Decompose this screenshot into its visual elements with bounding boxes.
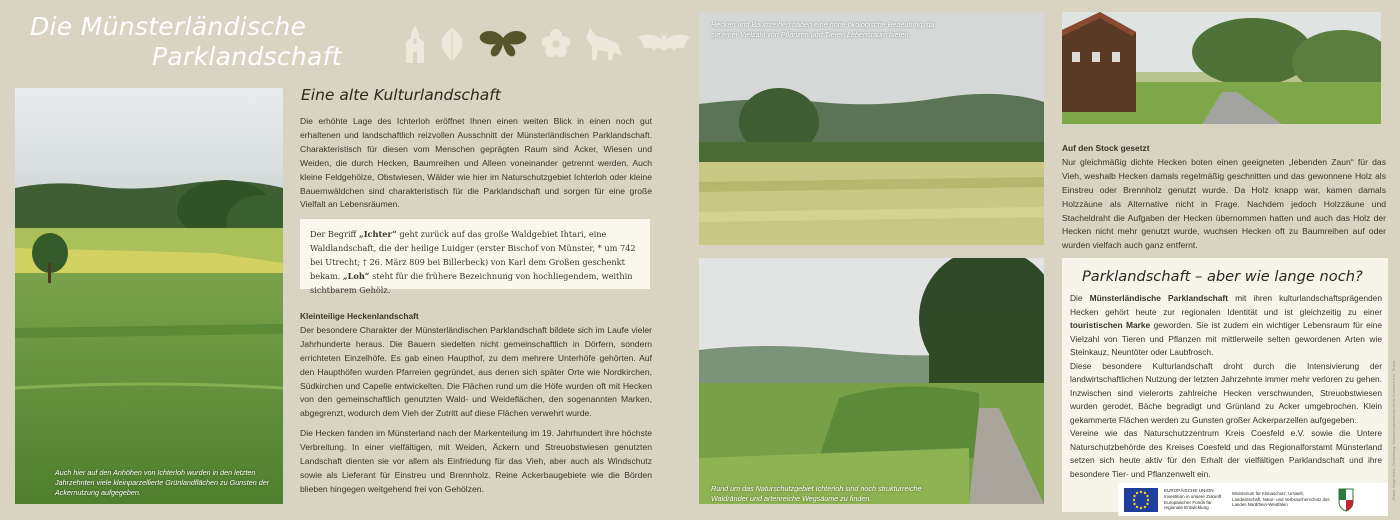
- infobox-text-pre: Der Begriff: [310, 229, 359, 239]
- side-credit: Fotos: Birgit Kürtz, Gestaltung: Naturschutzzentrum Kreis Coesfeld e.V., Druck: ...: [1391, 355, 1396, 500]
- photo-farmhouse: [1062, 12, 1381, 124]
- photo-caption-hedges: Hecken und Baumreihen haben eine hohe ökologische Bedeutung, da sie einer Vielzahl von Pflanzen und Tieren Lebensraum bieten.: [711, 20, 935, 39]
- infobox-term-loh: „Loh“: [342, 271, 370, 281]
- eu-flag-icon: [1124, 488, 1158, 512]
- section-text-parklandschaft-2: Diese besondere Kulturlandschaft droht durch die Intensivierung der landwirtschaftlichen Nutzung der letzten Jahrzehnte immer mehr verloren zu gehen. Inzwischen sind vielerorts zahlreiche Hecken verschwunden, Streuobstwiesen wurden gerodet, Bäche begradigt und Grünland zu Acker umgebrochen. Klein gekammerte Flächen werden zu Gunsten großer Ackerparzellen aufgegeben.: [1070, 360, 1382, 425]
- section-text-stock: Nur gleichmäßig dichte Hecken boten einen geeigneten „lebenden Zaun“ für das Vieh, weshalb Hecken damals regelmäßig geschnitten und das gewonnene Holz als Einstreu oder Brennholz genutzt wurde. Da Holz knapp war, kamen damals Holzzäune als Alternative nicht in Frage. Nachdem jedoch Holzzäune und Stacheldraht die Aufgaben der Hecken übernommen hatten und auch das Holz der Hecken nicht mehr genutzt wurde, wuchsen Hecken oft zu Baumreihen auf oder wurden vielfach auch ganz entfernt.: [1062, 156, 1386, 251]
- nrw-ministry-text: Ministerium für Klimaschutz, Umwelt, Landwirtschaft, Natur- und Verbraucherschutz des Landes Nordrhein-Westfalen: [1232, 491, 1330, 508]
- section-heading-stock: Auf den Stock gesetzt: [1062, 143, 1150, 153]
- section-text-kulturlandschaft: Die erhöhte Lage des Ichterloh eröffnet Ihnen einen weiten Blick in einen noch gut erhaltenen und landschaftlich reizvollen Ausschnitt der Münsterländischen Parklandschaft. Charakteristisch für diesen vom Menschen geprägten Raum sind Äcker, Wiesen und Weiden, die durch Hecken, Baumreihen und Alleen voneinander getrennt werden. Auch kleine Feldgehölze, Obstwiesen, Wälder wie hier im Naturschutzgebiet Ichterloh oder kleine Bauernwäldchen sind charakteristisch für die Parklandschaft und sorgen für eine große Vielfalt an Lebensräumen.: [300, 116, 652, 210]
- info-box-ichterloh: [300, 219, 650, 295]
- section-heading-kulturlandschaft: Eine alte Kulturlandschaft: [301, 86, 501, 104]
- nrw-coat-of-arms-icon: [1338, 488, 1354, 512]
- section-parklandschaft: [1070, 292, 1382, 481]
- text-bold-parklandschaft: Münsterländische Parklandschaft: [1089, 293, 1229, 303]
- section-text-parklandschaft-1: [1070, 292, 1382, 360]
- section-heading-heckenlandschaft: Kleinteilige Heckenlandschaft: [300, 311, 419, 321]
- bat-icon: [636, 29, 692, 59]
- title-line-2: Parklandschaft: [152, 42, 342, 71]
- icon-strip: [404, 24, 692, 64]
- butterfly-icon: [478, 28, 528, 60]
- church-icon: [404, 24, 426, 64]
- text-fragment: Die: [1070, 293, 1090, 303]
- photo-caption-path: Rund um das Naturschutzgebiet Ichterloh sind noch strukturreiche Waldränder und artenreiche Wegsäume zu finden.: [711, 484, 922, 503]
- section-text-parklandschaft-3: Vereine wie das Naturschutzzentrum Kreis Coesfeld e.V. sowie die Untere Naturschutzbehörde des Kreises Coesfeld und das Regionalforstamt Münsterland setzen sich heute aktiv für den Erhalt der vielfältigen Parklandschaft und ihre besondere Tier- und Pflanzenwelt ein.: [1070, 428, 1382, 479]
- photo-landscape-left: [15, 88, 283, 504]
- infobox-text-mid: geht zurück auf das große Waldgebiet Ihtari, eine Waldlandschaft, die der heilige Luidger (erster Bischof von Münster, * um 742 bei Utrecht; † 26. März 809 bei Billerbeck) von Karl dem Großen geschenkt bekam.: [310, 229, 636, 281]
- section-heckenlandschaft: [300, 310, 652, 497]
- sponsor-logos: [1118, 483, 1388, 516]
- photo-hedges-field: [699, 12, 1044, 245]
- text-bold-touristische-marke: touristischen Marke: [1070, 320, 1151, 330]
- leaf-icon: [438, 26, 466, 62]
- section-stock: [1062, 142, 1386, 253]
- title-line-1: Die Münsterländische: [30, 12, 307, 41]
- fox-icon: [584, 26, 624, 62]
- section-heading-parklandschaft: Parklandschaft – aber wie lange noch?: [1082, 268, 1363, 285]
- photo-field-path: [699, 258, 1044, 504]
- eu-logo-text: EUROPÄISCHE UNION Investition in unsere Zukunft Europäischer Fonds für regionale Entwicklung: [1164, 488, 1222, 511]
- photo-caption-left: Auch hier auf den Anhöhen von Ichterloh wurden in den letzten Jahrzehnten viele kleinparzellierte Grünlandflächen zu Gunsten der Ackernutzung aufgegeben.: [55, 468, 270, 497]
- text-fragment: geworden. Sie ist zudem ein wichtiger Lebensraum für eine Vielzahl von Tieren und Pflanzen mit mittlerweile selten gewordenen Arten wie Steinkauz, Neuntöter oder Laubfrosch.: [1070, 320, 1382, 357]
- infobox-text-post: steht für die frühere Bezeichnung von hochliegendem, weithin sichtbarem Gehölz.: [310, 271, 633, 295]
- section-text-heckenlandschaft-2: Die Hecken fanden im Münsterland nach der Markenteilung im 19. Jahrhundert ihre höchste Verbreitung. In einer vielfältigen, mit Weiden, Äckern und Streuobstwiesen genutzten Landschaft dienten sie vor allem als Einfriedung für das Vieh, aber auch als Windschutz sowie als Lieferant für Einstreu und Brennholz. Reine Ackerbaugebiete wie die Börden blieben hingegen weitgehend frei von Gehölzen.: [300, 428, 652, 494]
- infobox-term-ichter: „Ichter“: [358, 229, 397, 239]
- page-title: [30, 12, 342, 72]
- text-fragment: mit ihren kulturlandschaftsprägenden Hecken gehört heute zur regionalen Identität und ist gleichzeitig zu einer: [1070, 293, 1382, 317]
- flower-icon: [540, 27, 572, 61]
- section-text-heckenlandschaft-1: Der besondere Charakter der Münsterländischen Parklandschaft bildete sich im Laufe vieler Jahrhunderte heraus. Die Bauern siedelten nicht gemeinschaftlich in Dörfern, sondern errichteten Einzelhöfe. Es gab einen Haupthof, zu dem mehrere Unterhöfe gehörten. Auf den Haupthöfen wurden Pfarreien gegründet, aus denen sich später Orte wie Nordkirchen, Südkirchen und Capelle entwickelten. Die Flächen rund um die Höfe wurden oft mit Hecken von den gemeinschaftlich genutzten Wald- und Weideflächen, den sogenannten Marken, abgegrenzt, wodurch dem Vieh der Zutritt auf diese Flächen verwehrt wurde.: [300, 324, 652, 419]
